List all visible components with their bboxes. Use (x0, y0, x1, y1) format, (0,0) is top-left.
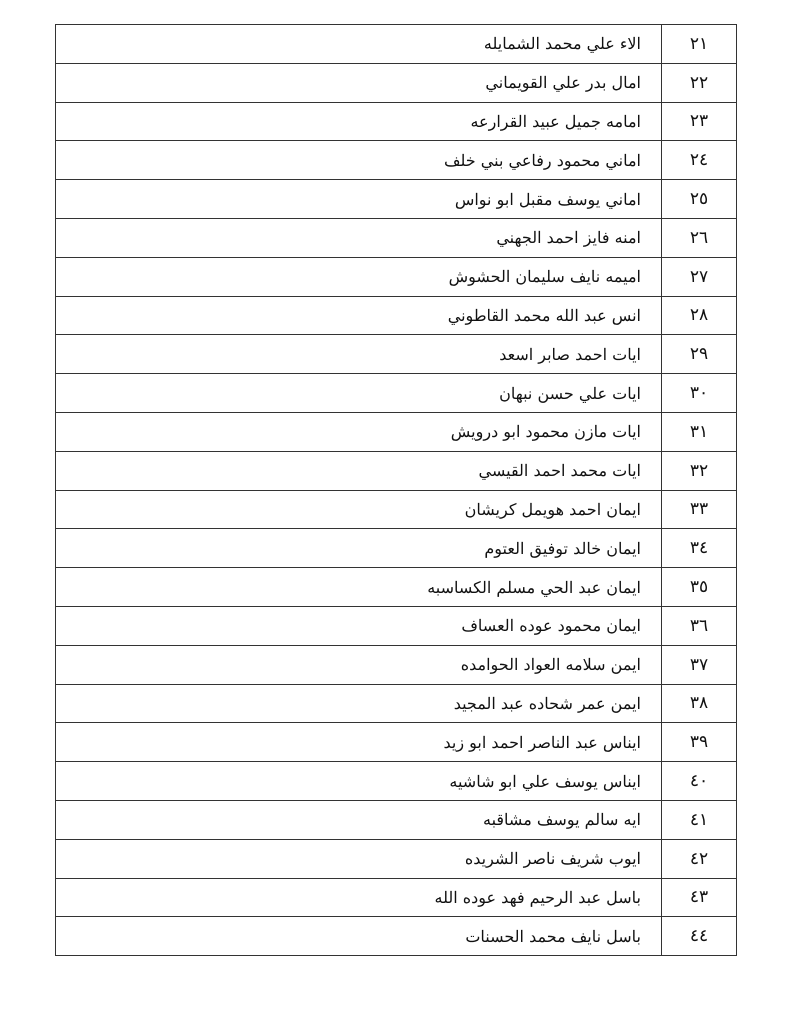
row-number: ٣١ (662, 412, 737, 451)
table-row (56, 102, 737, 141)
row-name: ايات احمد صابر اسعد (56, 335, 662, 374)
table-row (56, 529, 737, 568)
row-name: انس عبد الله محمد القاطوني (56, 296, 662, 335)
row-name: اماني يوسف مقبل ابو نواس (56, 180, 662, 219)
table-row (56, 839, 737, 878)
table-row (56, 684, 737, 723)
row-number: ٢١ (662, 25, 737, 64)
row-number: ٤٤ (662, 917, 737, 956)
row-number: ٤٣ (662, 878, 737, 917)
row-number: ٢٣ (662, 102, 737, 141)
row-name: ايمن سلامه العواد الحوامده (56, 645, 662, 684)
table-row (56, 63, 737, 102)
row-name: ايناس عبد الناصر احمد ابو زيد (56, 723, 662, 762)
table-row (56, 568, 737, 607)
row-name: ايات مازن محمود ابو درويش (56, 412, 662, 451)
table-row (56, 490, 737, 529)
row-number: ٢٩ (662, 335, 737, 374)
row-name: ايمن عمر شحاده عبد المجيد (56, 684, 662, 723)
row-name: ايمان محمود عوده العساف (56, 606, 662, 645)
table-row (56, 25, 737, 64)
row-number: ٢٢ (662, 63, 737, 102)
row-number: ٢٤ (662, 141, 737, 180)
row-number: ٣٣ (662, 490, 737, 529)
table-row (56, 723, 737, 762)
row-name: امال بدر علي القويماني (56, 63, 662, 102)
row-name: امامه جميل عبيد القرارعه (56, 102, 662, 141)
row-name: ايمان خالد توفيق العتوم (56, 529, 662, 568)
row-number: ٤٠ (662, 762, 737, 801)
row-name: باسل عبد الرحيم فهد عوده الله (56, 878, 662, 917)
row-number: ٤٢ (662, 839, 737, 878)
row-name: اميمه نايف سليمان الحشوش (56, 257, 662, 296)
row-name: ايه سالم يوسف مشاقبه (56, 800, 662, 839)
row-name: اماني محمود رفاعي بني خلف (56, 141, 662, 180)
row-number: ٣٢ (662, 451, 737, 490)
row-name: ايناس يوسف علي ابو شاشيه (56, 762, 662, 801)
table-row (56, 374, 737, 413)
table-row (56, 218, 737, 257)
row-number: ٤١ (662, 800, 737, 839)
row-name: باسل نايف محمد الحسنات (56, 917, 662, 956)
row-number: ٣٨ (662, 684, 737, 723)
table-row (56, 141, 737, 180)
names-table-body (56, 25, 737, 956)
row-number: ٣٧ (662, 645, 737, 684)
table-row (56, 180, 737, 219)
row-number: ٣٠ (662, 374, 737, 413)
table-row (56, 800, 737, 839)
row-name: الاء علي محمد الشمايله (56, 25, 662, 64)
row-number: ٣٩ (662, 723, 737, 762)
row-number: ٢٨ (662, 296, 737, 335)
row-name: ايات علي حسن نبهان (56, 374, 662, 413)
table-row (56, 412, 737, 451)
table-row (56, 257, 737, 296)
table-row (56, 296, 737, 335)
table-row (56, 762, 737, 801)
table-row (56, 645, 737, 684)
row-number: ٢٦ (662, 218, 737, 257)
table-row (56, 878, 737, 917)
row-name: امنه فايز احمد الجهني (56, 218, 662, 257)
row-number: ٢٧ (662, 257, 737, 296)
row-name: ايمان احمد هويمل كريشان (56, 490, 662, 529)
table-row (56, 451, 737, 490)
row-number: ٣٥ (662, 568, 737, 607)
names-table (55, 24, 737, 956)
row-name: ايمان عبد الحي مسلم الكساسبه (56, 568, 662, 607)
table-row (56, 917, 737, 956)
row-name: ايوب شريف ناصر الشريده (56, 839, 662, 878)
row-number: ٣٤ (662, 529, 737, 568)
row-number: ٢٥ (662, 180, 737, 219)
table-row (56, 606, 737, 645)
row-number: ٣٦ (662, 606, 737, 645)
table-row (56, 335, 737, 374)
row-name: ايات محمد احمد القيسي (56, 451, 662, 490)
